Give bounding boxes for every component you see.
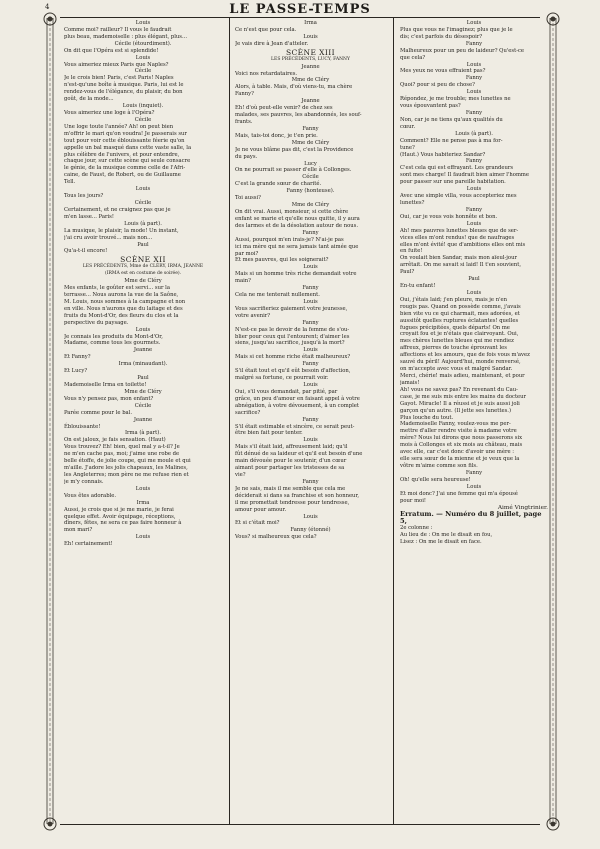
text-line: elle sera sœur de la mienne et je veux que la <box>400 456 520 463</box>
text-line: pour passer sur une pareille habitation. <box>400 179 506 186</box>
text-line: Je ne sais, mais il me semble que cela me <box>235 485 346 492</box>
text-line: Aussi, je crois que si je me marie, je ferai <box>64 506 174 513</box>
scene-title: SCÈNE XIII <box>286 47 335 57</box>
speaker-name: Fanny <box>465 75 483 82</box>
text-line: Voici nos retardataires. <box>235 70 298 77</box>
text-line: vices elles m'ont rendus! que de naufrages <box>400 234 515 241</box>
speaker-name: Cécile <box>134 116 152 123</box>
text-line: appelle un bal masqué dans cette vaste salle, la <box>64 144 192 151</box>
text-line: tout pour voir cette éblouissante féerie qu'on <box>64 137 185 144</box>
text-line: Mes yeux ne vous effraient pas? <box>400 68 486 75</box>
speaker-name: Louis <box>303 347 318 354</box>
text-line: Tell. <box>64 179 76 186</box>
text-line: plus beau, mademoiselle : plus élégant, plus... <box>64 33 187 40</box>
text-line: Ah! mes pauvres lunettes bleues que de ser- <box>400 227 519 234</box>
speaker-name: Irma <box>136 499 150 506</box>
speaker-name: Louis <box>135 20 151 26</box>
text-line: par moi? <box>235 250 259 257</box>
text-line: Et Fanny? <box>64 354 91 361</box>
text-line: Et si c'était moi? <box>235 520 280 527</box>
speaker-name: Louis <box>135 186 151 193</box>
text-line: On dit vrai. Aussi, monsieur, si cette chère <box>235 208 349 215</box>
text-line: mon mari? <box>64 527 93 534</box>
text-line: arrêtait. On me savait si laid! Il t'en souvient, <box>400 262 522 269</box>
text-line: en ville. Nous n'aurons que du laitage et des <box>64 305 183 312</box>
text-line: Comme moi? railleur? Il vous le faudrait <box>64 26 172 33</box>
text-line: n'est-qu'une boîte à musique. Paris, lui est le <box>64 82 184 89</box>
speaker-name: Mme de Cléry <box>291 77 330 84</box>
text-line: être bien fait pour tenter. <box>235 430 303 437</box>
text-line: j'ai cru avoir trouvé... mais non... <box>64 234 153 241</box>
text-line: garçon qu'un autre. (Il jette ses lunettes.) <box>400 407 511 414</box>
text-line: C'est la grande sœur de charité. <box>235 181 322 188</box>
text-line: Mes enfants, le goûter est servi... sur la <box>64 285 170 292</box>
text-line: M. Louis, nous sommes à la campagne et non <box>64 298 186 305</box>
speaker-name: Louis (à part). <box>455 130 493 137</box>
text-line: vôtre m'aime comme son fils. <box>400 463 478 469</box>
text-line: quelque effet. Avoir équipage, réceptions, <box>64 513 176 520</box>
text-line: Cela ne me tenterait nullement. <box>235 292 320 299</box>
speaker-name: Mme de Cléry <box>291 139 330 146</box>
text-line: Ah! vous ne savez pas? En revenant du Cau- <box>400 386 518 393</box>
speaker-name: Fanny <box>465 40 483 47</box>
text-line: Eh! d'où peut-elle venir? de chez ses <box>235 105 333 112</box>
speaker-name: Fanny <box>465 206 483 213</box>
text-line: fruits du Mont-d'Or, des fleurs du clos et la <box>64 312 179 319</box>
text-line: vie? <box>235 472 246 478</box>
text-line: Mais s'il était laid, affreusement laid; qu'il <box>235 444 348 451</box>
text-line: main? <box>235 278 251 285</box>
text-line: siens, jusqu'au sacrifice, jusqu'à la mort? <box>235 340 345 347</box>
text-line: Mademoiselle Fanny, voulez-vous me per- <box>400 421 511 428</box>
speaker-name: Fanny (étonné) <box>290 527 331 534</box>
text-line: mère? Nous lui dirons que nous passerons six <box>400 435 523 442</box>
text-line: Gayot. Miracle! Il a réussi et je suis aussi joli <box>400 400 520 407</box>
scene-title: SCÈNE XII <box>120 255 166 265</box>
text-line: Paul? <box>400 269 415 276</box>
text-line: grâce, un peu d'amour en faisant appel à votre <box>235 395 360 402</box>
text-line: Toi aussi? <box>235 195 261 202</box>
text-line: plus célèbre de l'univers, et pour entendre, <box>64 151 180 158</box>
speaker-name: Louis <box>466 220 482 227</box>
speaker-name: Louis <box>466 89 482 96</box>
page-number: 4 <box>45 3 50 11</box>
text-line: déciderait si dans sa franchise et son honneur, <box>235 492 360 499</box>
text-line: Eh! certainement! <box>64 541 113 548</box>
text-line: fugues précipitées, quels départs! On me <box>400 324 510 331</box>
text-line: On est jaloux, je fais sensation. (Haut) <box>64 437 166 444</box>
speaker-name: Fanny <box>465 158 483 165</box>
speaker-name: Louis (inquiet). <box>122 103 164 110</box>
speaker-name: Paul <box>137 241 149 248</box>
text-line: Madame, comme tous les gourmets. <box>64 340 161 347</box>
speaker-name: Louis <box>303 437 318 444</box>
text-line: jamais! <box>400 379 420 386</box>
text-line: Oui, car je vous vois honnête et bon. <box>400 213 498 220</box>
header-rule <box>60 17 540 18</box>
text-line: belle étoffe, de jolie coupe, qui me moule et qui <box>64 458 191 465</box>
speaker-name: Louis <box>466 186 482 193</box>
text-line: goût, de la mode... <box>64 96 114 103</box>
speaker-name: Fanny <box>302 229 319 236</box>
text-line: case, je me suis mis entre les mains du docteur <box>400 393 527 400</box>
text-line: aimant pour partager les tristesses de sa <box>235 465 345 472</box>
speaker-name: Louis <box>135 326 151 333</box>
text-line: 2e colonne : <box>400 525 433 532</box>
text-line: vous épouvantent pas? <box>400 103 461 110</box>
text-line: Avec une simple villa, vous accepteriez mes <box>400 193 517 200</box>
text-line: je m'y connais. <box>64 478 104 485</box>
text-line: Je ne vous blâme pas dit, c'est la Providence <box>235 146 354 153</box>
text-line: sont mes charge! Il faudrait bien aimer l'homme <box>400 172 530 179</box>
speaker-name: Cécile <box>134 199 152 206</box>
text-line: mes chères lunettes bleues qui me rendiez <box>400 338 514 345</box>
text-line: Vous? si malheureux que cela? <box>235 534 317 541</box>
text-line: frants. <box>235 118 253 125</box>
text-line: lunettes? <box>400 199 425 206</box>
text-line: Alors, à table. Mais, d'où viens-tu, ma chère <box>235 84 353 91</box>
speaker-name: Paul <box>468 276 480 283</box>
speaker-name: Louis <box>466 289 482 296</box>
text-line: sauvé du péril! Aujourd'hui, monde renversé, <box>400 359 521 366</box>
text-column-1 <box>64 20 222 822</box>
speaker-name: Cécile <box>134 68 152 75</box>
text-line: m'offrir le mari qu'on voudra! Je passerais sur <box>64 130 187 137</box>
text-line: bien vite vu ce qui charmait, mes adorées, et <box>400 310 520 317</box>
text-line: Éblouissante! <box>64 423 101 430</box>
cast-list: LES PRÉCÉDENTS, LUCY, FANNY <box>271 56 350 62</box>
text-line: Vous trouvez? Eh! bien, quel mal y a-t-il? Je <box>64 444 180 451</box>
text-line: Ce n'est que pour cela. <box>235 26 297 33</box>
text-line: Oui, j'étais laid; j'en pleure, mais je n'en <box>400 296 508 303</box>
text-line: S'il était estimable et sincère, ce serait peut- <box>235 423 355 430</box>
text-line: amour pour amour. <box>235 506 287 513</box>
text-line: (Haut.) Vous habiteriez Sandar? <box>400 151 486 158</box>
speaker-name: Jeanne <box>301 63 320 70</box>
text-line: Et Lucy? <box>64 368 88 375</box>
speaker-name: Louis <box>135 534 151 541</box>
text-line: Vous sacrifieriez gaiement votre jeunesse, <box>235 305 348 312</box>
text-line: Mais si cet homme riche était malheureux? <box>235 354 351 361</box>
text-line: Et mes pauvres, qui les soignerait? <box>235 257 329 264</box>
text-line: affreux, pierres de touche éprouvant les <box>400 345 507 352</box>
text-line: Et moi donc? J'ai une femme qui m'a épousé <box>400 490 518 497</box>
text-line: ici ma mère qui ne sera jamais tant aimée que <box>235 243 359 250</box>
speaker-name: Irma <box>304 20 317 26</box>
speaker-name: Cécile (étourdiment). <box>114 40 172 47</box>
speaker-name: Fanny <box>302 361 319 368</box>
text-line: dis; c'est parfois du désespoir? <box>400 33 483 40</box>
right-ornamental-border <box>549 18 557 824</box>
text-column-2 <box>235 20 386 822</box>
text-line: Aussi, pourquoi m'en irais-je? N'ai-je pas <box>235 236 344 243</box>
speaker-name: Louis <box>303 33 318 40</box>
text-line: cœur. <box>400 123 416 130</box>
speaker-name: Louis <box>303 264 318 271</box>
text-line: Fanny? <box>235 91 254 98</box>
column-divider <box>393 18 394 824</box>
text-line: ne m'en cache pas, moi; j'aime une robe de <box>64 451 180 458</box>
text-line: N'est-ce pas le devoir de la femme de s'ou- <box>235 326 350 333</box>
text-line: Quoi? pour si peu de chose? <box>400 82 475 89</box>
text-line: affections et les amours, que de fois vous m'avez <box>400 352 530 359</box>
text-line: Lisez : On me le disait en face. <box>400 539 482 546</box>
text-line: elles m'ont évité! que d'ambitions elles ont mis <box>400 241 526 248</box>
text-line: Parée comme pour le bal. <box>64 409 133 416</box>
text-line: Je vais dire à Jean d'atteler. <box>235 40 309 47</box>
footer-rule <box>60 824 540 825</box>
text-line: Mais, tais-toi donc, je t'en prie. <box>235 132 318 139</box>
text-line: Qu'a-t-il encore! <box>64 248 108 255</box>
text-line: mois à Collonges et six mois au château, mais <box>400 442 523 449</box>
text-line: fût dénué de sa laideur et qu'il eut besoin d'une <box>235 451 363 458</box>
text-line: On voulait bien Sandar, mais mon aïeul-jour <box>400 255 517 262</box>
speaker-name: Fanny <box>302 478 319 485</box>
text-line: Malheureux pour un peu de laideur? Qu'est-ce <box>400 47 525 54</box>
text-line: La musique, le plaisir, la mode! Un instant, <box>64 227 179 234</box>
speaker-name: Irma (minaudant). <box>118 361 168 368</box>
text-line: Vous n'y pensez pas, mon enfant? <box>64 395 154 402</box>
speaker-name: Cécile <box>302 174 319 181</box>
speaker-name: Louis <box>303 298 318 305</box>
text-line: Vous êtes adorable. <box>64 492 117 499</box>
speaker-name: Fanny <box>302 319 319 326</box>
text-line: Tous les jours? <box>64 193 104 200</box>
text-line: tune? <box>400 144 415 151</box>
speaker-name: Louis <box>135 54 151 61</box>
author-signature: Aimé Vingtrinier. <box>497 504 548 511</box>
text-line: les Angleterres; mon père ne me refuse rien et <box>64 472 189 478</box>
text-line: Oui, s'il vous demandait, par pitié, par <box>235 388 338 395</box>
masthead-title: LE PASSE-TEMPS <box>229 2 371 17</box>
speaker-name: Louis <box>466 61 482 68</box>
text-line: perspective du paysage. <box>64 319 129 326</box>
text-line: terrasse... Nous aurons la vue de la Saône, <box>64 292 179 299</box>
speaker-name: Mme de Cléry <box>124 388 162 395</box>
text-line: malades, ses pauvres, les abandonnés, les souf- <box>235 112 362 119</box>
text-line: caine, de Faust, de Robert, ou de Guillaume <box>64 172 181 179</box>
speaker-name: Jeanne <box>133 347 153 354</box>
text-line: sacrifice? <box>235 409 261 416</box>
speaker-name: Fanny <box>302 125 319 132</box>
text-line: pour moi! <box>400 497 427 504</box>
text-line: Merci, chérie! mais adieu, maintenant, et pour <box>400 373 525 380</box>
text-line: il me promettait tendresse pour tendresse, <box>235 499 350 506</box>
text-line: Plus que vous ne l'imaginez; plus que je le <box>400 26 513 33</box>
speaker-name: Fanny <box>302 416 319 423</box>
speaker-name: Fanny (honteuse). <box>286 188 335 195</box>
text-line: aussitôt quelles ruptures éclatantes! quelles <box>400 317 519 324</box>
text-line: C'est cela qui est effrayant. Les grandeurs <box>400 165 514 172</box>
speaker-name: Lucy <box>304 160 317 167</box>
text-line: rendez-vous de l'élégance, du plaisir, du bon <box>64 89 183 96</box>
text-line: Je connais les produits du Mont-d'Or, <box>64 333 163 340</box>
text-line: S'il était tout et qu'il eût besoin d'affection, <box>235 368 351 375</box>
cast-list: (IRMA est en costume de soirée). <box>104 271 182 277</box>
speaker-name: Louis <box>135 485 151 492</box>
speaker-name: Louis <box>303 513 318 520</box>
text-line: enfant se marie et qu'elle nous quitte, il y aura <box>235 215 360 222</box>
text-line: Vous aimeriez une loge à l'Opéra? <box>64 109 155 116</box>
speaker-name: Cécile <box>134 402 152 409</box>
text-line: blier pour ceux qui l'entourent; d'aimer les <box>235 333 350 340</box>
text-line: que cela? <box>400 54 426 61</box>
text-line: En-tu enfant! <box>400 283 436 290</box>
text-line: On ne pourrait se passer d'elle à Collonges. <box>235 167 352 174</box>
speaker-name: Irma (à part). <box>124 430 162 437</box>
text-line: m'en lasse... Paris! <box>64 213 114 220</box>
text-line: Vous aimeriez mieux Paris que Naples? <box>64 61 169 68</box>
text-line: Mademoiselle Irma en toilette! <box>64 382 147 389</box>
text-column-3 <box>400 20 548 822</box>
speaker-name: Jeanne <box>133 416 153 423</box>
text-line: croyait fou et je n'étais que clairvoyant. Oui, <box>400 331 519 338</box>
corner-ornament-icon <box>41 10 59 28</box>
text-line: le génie, de la musique comme celle de l'Afri- <box>64 165 186 172</box>
text-line: mettre d'aller rendre visite à madame votre <box>400 428 517 435</box>
speaker-name: Jeanne <box>301 98 320 105</box>
speaker-name: Fanny <box>302 285 319 292</box>
speaker-name: Louis (à part). <box>124 220 162 227</box>
text-line: Je le crois bien! Paris, c'est Paris! Naples <box>64 75 174 82</box>
text-line: Répondez, je me trouble; mes lunettes ne <box>400 96 511 103</box>
text-line: Oh! qu'elle sera heureuse! <box>400 476 471 483</box>
speaker-name: Paul <box>137 375 149 382</box>
text-line: m'aille. J'adore les jolis chapeaux, les Malines, <box>64 465 188 472</box>
text-line: Plus louche du tout. <box>400 414 454 421</box>
erratum-heading: Erratum. — Numéro du 8 juillet, page 5, <box>400 510 542 526</box>
speaker-name: Louis <box>466 483 482 490</box>
speaker-name: Fanny <box>465 469 483 476</box>
speaker-name: Louis <box>466 20 482 26</box>
corner-ornament-icon <box>41 815 59 833</box>
speaker-name: Fanny <box>465 109 483 116</box>
text-line: On dit que l'Opéra est si splendide! <box>64 47 159 54</box>
text-line: des larmes et de la désolation autour de nous. <box>235 222 358 229</box>
text-line: votre avenir? <box>235 312 271 319</box>
text-line: dîners, fêtes, ne sera ce pas faire honneur à <box>64 520 182 527</box>
text-line: abnégation, à votre dévouement, à un complet <box>235 402 360 409</box>
column-divider <box>229 18 230 824</box>
text-line: Mais si un homme très riche demandait votre <box>235 271 357 278</box>
text-line: rougis pas. Quand on possède comme, j'avais <box>400 303 521 310</box>
text-line: Au lieu de : On me le disait en fou, <box>400 532 493 539</box>
text-line: chaque jour, sur cette scène qui seule consacre <box>64 158 191 165</box>
text-line: avec elle, car c'est donc d'avoir une mère : <box>400 449 515 456</box>
cast-list: LES PRÉCÉDENTS, Mme de CLÉRY, IRMA, JEANNE <box>82 264 204 270</box>
text-line: Comment? Elle ne pense pas à ma for- <box>400 137 503 144</box>
speaker-name: Louis <box>303 382 318 389</box>
text-line: du pays. <box>235 153 258 160</box>
speaker-name: Mme de Cléry <box>124 278 162 285</box>
text-line: en fuite! <box>400 248 423 255</box>
text-line: malgré sa fortune, ce pourrait voir. <box>235 375 329 382</box>
speaker-name: Mme de Cléry <box>291 202 330 209</box>
text-line: main dévouée pour le soutenir, d'un cœur <box>235 458 347 465</box>
text-line: Certainement, et ne craignez pas que je <box>64 206 171 213</box>
text-line: Non, car je ne tiens qu'aux qualités du <box>400 116 503 123</box>
text-line: Une loge toute l'année? Ah! on peut bien <box>64 123 174 130</box>
left-ornamental-border <box>46 18 54 824</box>
text-line: on m'accepte avec vous et malgré Sandar. <box>400 366 513 373</box>
